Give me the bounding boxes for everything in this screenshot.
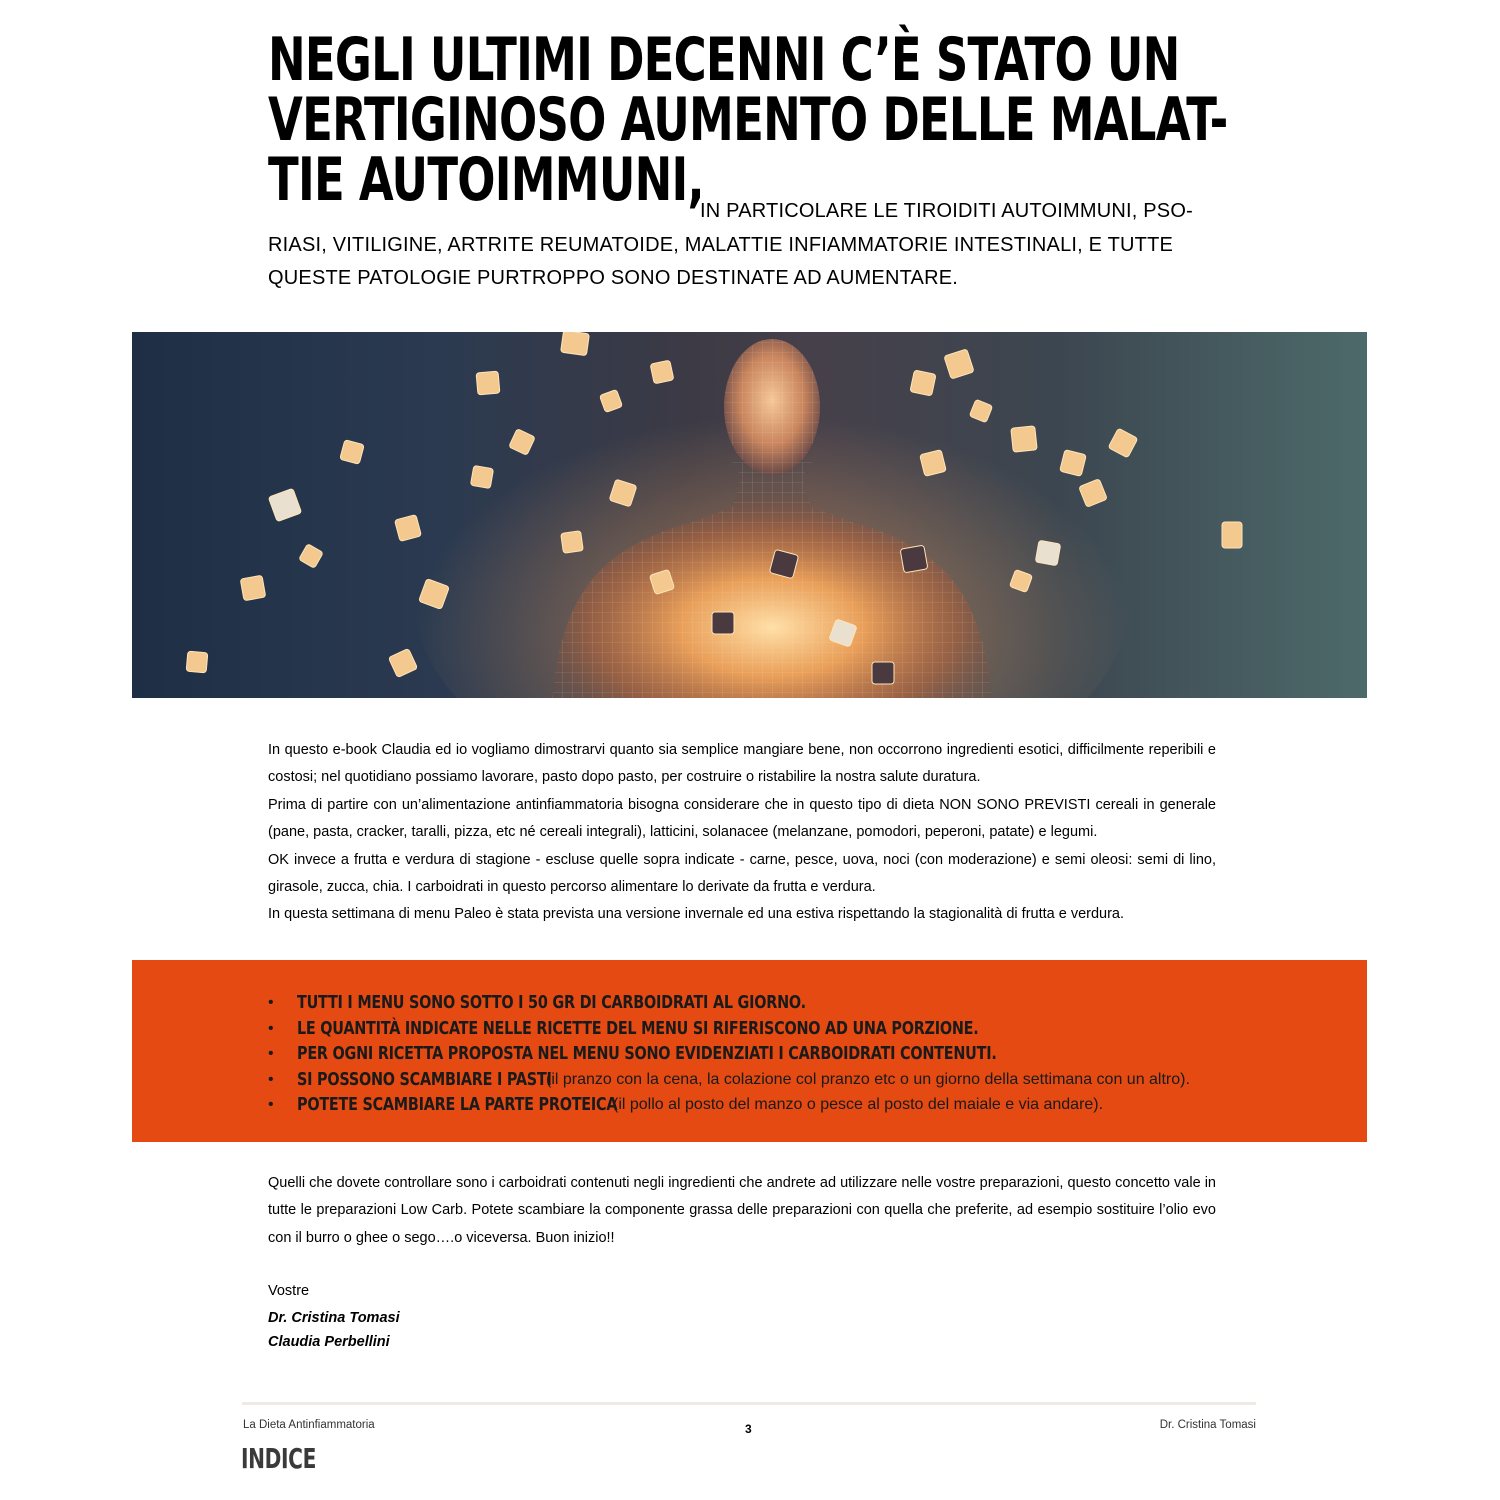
notes-item-strong: TUTTI I MENU SONO SOTTO I 50 GR DI CARBOIDRATI AL GIORNO. [297,992,806,1013]
notes-item-strong: POTETE SCAMBIARE LA PARTE PROTEICA [297,1094,618,1116]
footer-author: Dr. Cristina Tomasi [1159,1419,1256,1431]
notes-item-strong: PER OGNI RICETTA PROPOSTA NEL MENU SONO EVIDENZIATI I CARBOIDRATI CONTENUTI. [297,1043,997,1065]
intro-paragraph: Prima di partire con un’alimentazione antinfiammatoria bisogna considerare che in questo tipo di dieta NON SONO PREVISTI cereali in generale (pane, pasta, cracker, taralli, pizza, etc né cereali integrali), latticini, solanacee (melanzane, pomodori, peperoni, patate) e legumi. [268,796,1216,841]
index-link[interactable]: INDICE [241,1442,317,1475]
signature-greeting: Vostre [268,1283,310,1299]
notes-item-strong: LE QUANTITÀ INDICATE NELLE RICETTE DEL MENU SI RIFERISCONO AD UNA PORZIONE. [297,1017,979,1039]
notes-item [268,1092,1268,1118]
headline-line: TIE AUTOIMMUNI, [268,145,704,215]
intro-paragraph: In questo e-book Claudia ed io vogliamo dimostrarvi quanto sia semplice mangiare bene, non occorrono ingredienti esotici, difficilmente reperibili e costosi; nel quotidiano possiamo lavorare, pasto dopo pasto, per costruire o ristabilire la nostra salute duratura. [268,742,1216,786]
page-number: 3 [745,1422,752,1436]
intro-paragraph: OK invece a frutta e verdura di stagione - escluse quelle sopra indicate - carne, pesce, uova, noci (con moderazione) e semi oleosi: semi di lino, girasole, zucca, chia. I carboidrati in questo percorso alimentare lo derivate da frutta e verdura. [268,851,1216,896]
intro-paragraph: In questa settimana di menu Paleo è stata prevista una versione invernale ed una estiva rispettando la stagionalità di frutta e verdura. [268,906,1125,923]
lead-text-line: RIASI, VITILIGINE, ARTRITE REUMATOIDE, MALATTIE INFIAMMATORIE INTESTINALI, E TUTTE [268,234,1174,256]
glowing-human-puzzle-icon [132,332,1367,698]
lead-text-line: QUESTE PATOLOGIE PURTROPPO SONO DESTINATE AD AUMENTARE. [268,267,959,289]
intro-text [268,737,1216,929]
signature-name: Dr. Cristina Tomasi [268,1310,400,1326]
footer-divider [242,1402,1256,1405]
bullet-icon: • [268,1019,274,1037]
bullet-icon: • [268,994,274,1011]
signature-name: Claudia Perbellini [268,1334,390,1350]
notes-item [268,1067,1268,1093]
notes-item-strong: SI POSSONO SCAMBIARE I PASTI [297,1068,552,1090]
headline-line: NEGLI ULTIMI DECENNI C’È STATO UN [268,25,1180,95]
notes-list [268,990,1268,1118]
bullet-icon: • [268,1096,274,1114]
bullet-icon: • [268,1070,274,1088]
lead-text [268,229,1218,295]
bullet-icon: • [268,1045,274,1063]
headline-line: VERTIGINOSO AUMENTO DELLE MALAT- [268,85,1228,155]
footer-book-title: La Dieta Antinfiammatoria [243,1419,375,1431]
notes-item-detail: (il pranzo con la cena, la colazione col pranzo etc o un giorno della settimana con un altro). [546,1070,1190,1088]
hero-image [132,332,1367,698]
notes-item [268,1016,1268,1042]
notes-item-detail: (il pollo al posto del manzo o pesce al posto del maiale e via andare). [613,1096,1104,1114]
lead-text-first: IN PARTICOLARE LE TIROIDITI AUTOIMMUNI, PSO- [700,200,1193,222]
notes-item [268,1041,1268,1067]
notes-item [268,990,1268,1016]
outro-text: Quelli che dovete controllare sono i carboidrati contenuti negli ingredienti che andrete ad utilizzare nelle vostre preparazioni, questo concetto vale in tutte le preparazioni Low Carb. Potete scambiare la componente grassa delle preparazioni con quella che preferite, ad esempio sostituire l’olio evo con il burro o ghee o sego….o viceversa. Buon inizio!! [268,1175,1216,1246]
